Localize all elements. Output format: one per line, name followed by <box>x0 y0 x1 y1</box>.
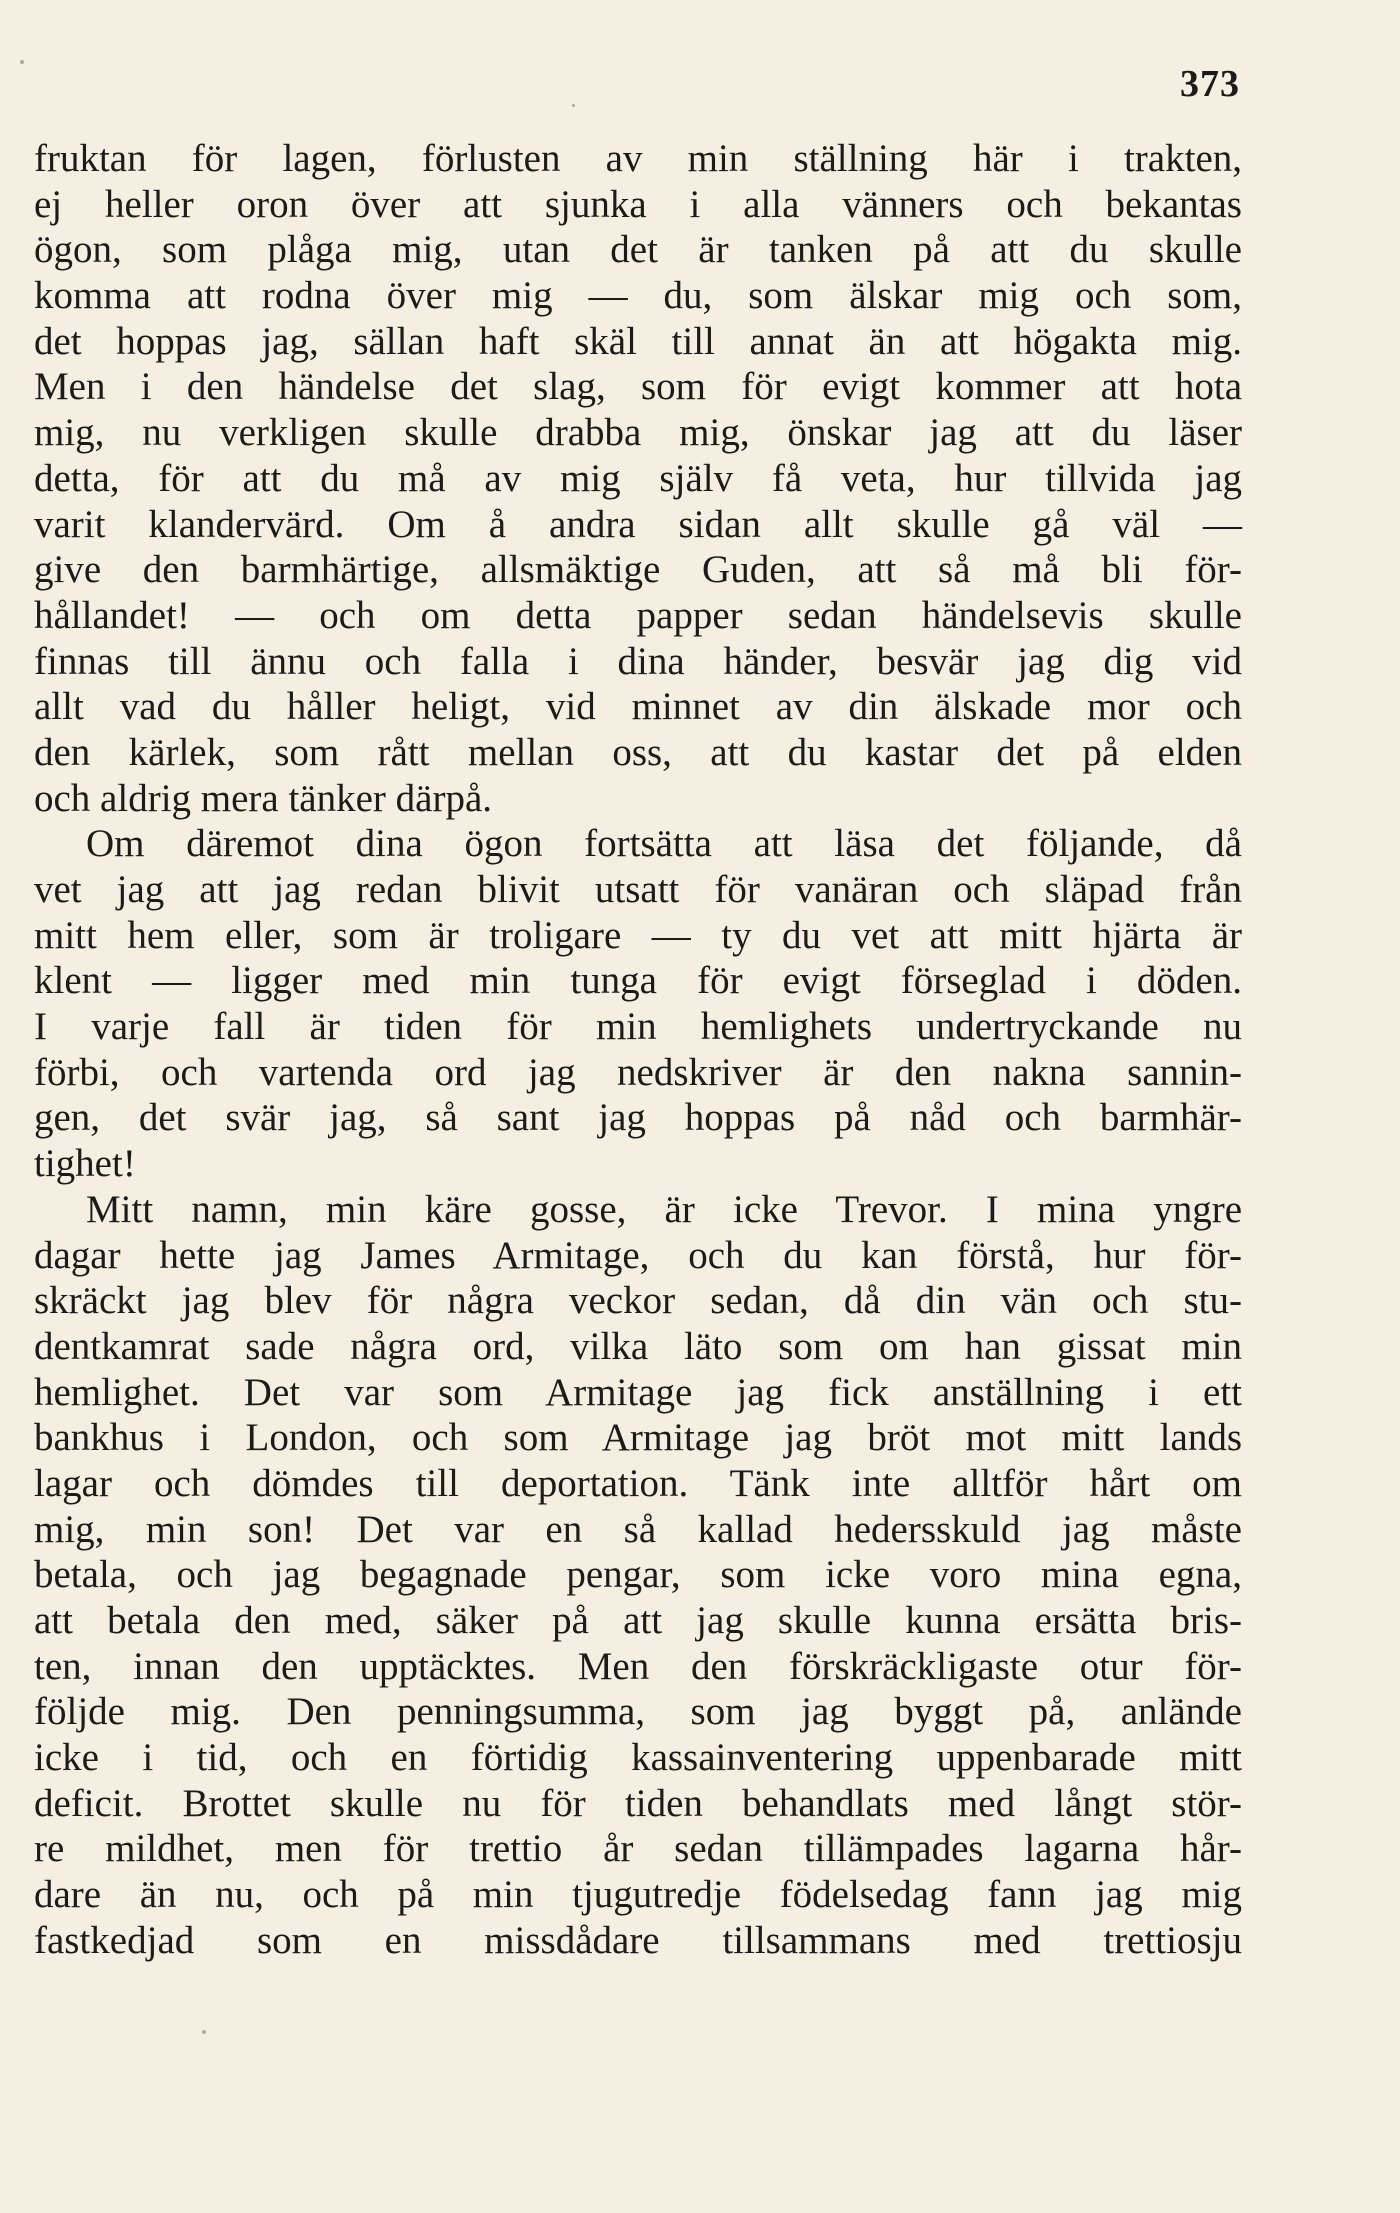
text-line: lagar och dömdes till deportation. Tänk inte alltför hårt om <box>34 1461 1242 1505</box>
body-text <box>34 136 1242 1964</box>
text-line: re mildhet, men för trettio år sedan tillämpades lagarna hår- <box>34 1827 1242 1871</box>
text-line: give den barmhärtige, allsmäktige Guden, att så må bli för- <box>34 548 1242 592</box>
text-line: klent — ligger med min tunga för evigt förseglad i döden. <box>34 959 1242 1003</box>
text-line: mig, nu verkligen skulle drabba mig, önskar jag att du läser <box>34 411 1242 455</box>
text-line: och aldrig mera tänker därpå. <box>34 776 493 820</box>
text-line: skräckt jag blev för några veckor sedan, då din vän och stu- <box>34 1279 1242 1323</box>
text-line: I varje fall är tiden för min hemlighets undertryckande nu <box>34 1005 1242 1049</box>
text-line: vet jag att jag redan blivit utsatt för vanäran och släpad från <box>34 868 1242 911</box>
text-line: att betala den med, säker på att jag skulle kunna ersätta bris- <box>34 1599 1242 1642</box>
text-line: gen, det svär jag, så sant jag hoppas på nåd och barmhär- <box>34 1096 1242 1140</box>
text-line: dentkamrat sade några ord, vilka läto som om han gissat min <box>34 1324 1242 1368</box>
text-line: det hoppas jag, sällan haft skäl till annat än att högakta mig. <box>34 319 1242 363</box>
text-line: tighet! <box>34 1142 136 1186</box>
text-line: ej heller oron över att sjunka i alla vänners och bekantas <box>34 182 1242 226</box>
text-line: förbi, och vartenda ord jag nedskriver är den nakna sannin- <box>34 1050 1242 1094</box>
text-line: ögon, som plåga mig, utan det är tanken på att du skulle <box>34 228 1242 272</box>
text-line: varit klandervärd. Om å andra sidan allt skulle gå väl — <box>34 502 1242 546</box>
text-line: följde mig. Den penningsumma, som jag byggt på, anlände <box>34 1690 1242 1734</box>
text-line: komma att rodna över mig — du, som älskar mig och som, <box>34 274 1242 318</box>
text-line: den kärlek, som rått mellan oss, att du kastar det på elden <box>34 730 1242 774</box>
page-number: 373 <box>1180 63 1240 105</box>
text-line: detta, för att du må av mig själv få veta, hur tillvida jag <box>34 456 1242 500</box>
paper-speck <box>572 104 575 107</box>
text-line: Om däremot dina ögon fortsätta att läsa det följande, då <box>86 822 1242 866</box>
text-line: icke i tid, och en förtidig kassainventering uppenbarade mitt <box>34 1736 1242 1780</box>
text-line: mig, min son! Det var en så kallad hedersskuld jag måste <box>34 1507 1242 1551</box>
paper-speck <box>202 2030 206 2034</box>
text-line: ten, innan den upptäcktes. Men den förskräckligaste otur för- <box>34 1644 1242 1688</box>
text-line: allt vad du håller heligt, vid minnet av din älskade mor och <box>34 685 1242 729</box>
text-line: Mitt namn, min käre gosse, är icke Trevor. I mina yngre <box>86 1187 1242 1231</box>
text-line: mitt hem eller, som är troligare — ty du vet att mitt hjärta är <box>34 913 1242 957</box>
text-line: betala, och jag begagnade pengar, som icke voro mina egna, <box>34 1553 1242 1597</box>
text-line: bankhus i London, och som Armitage jag bröt mot mitt lands <box>34 1416 1242 1460</box>
text-line: dagar hette jag James Armitage, och du kan förstå, hur för- <box>34 1233 1242 1277</box>
text-line: hemlighet. Det var som Armitage jag fick anställning i ett <box>34 1370 1242 1414</box>
text-line: deficit. Brottet skulle nu för tiden behandlats med långt stör- <box>34 1781 1242 1825</box>
text-line: Men i den händelse det slag, som för evigt kommer att hota <box>34 365 1242 409</box>
text-line: fruktan för lagen, förlusten av min ställning här i trakten, <box>34 137 1242 180</box>
paper-speck <box>20 60 24 64</box>
text-line: finnas till ännu och falla i dina händer, besvär jag dig vid <box>34 639 1242 683</box>
text-line: dare än nu, och på min tjugutredje födelsedag fann jag mig <box>34 1873 1242 1917</box>
text-line: hållandet! — och om detta papper sedan händelsevis skulle <box>34 593 1242 637</box>
text-line: fastkedjad som en missdådare tillsammans med trettiosju <box>34 1918 1242 1962</box>
